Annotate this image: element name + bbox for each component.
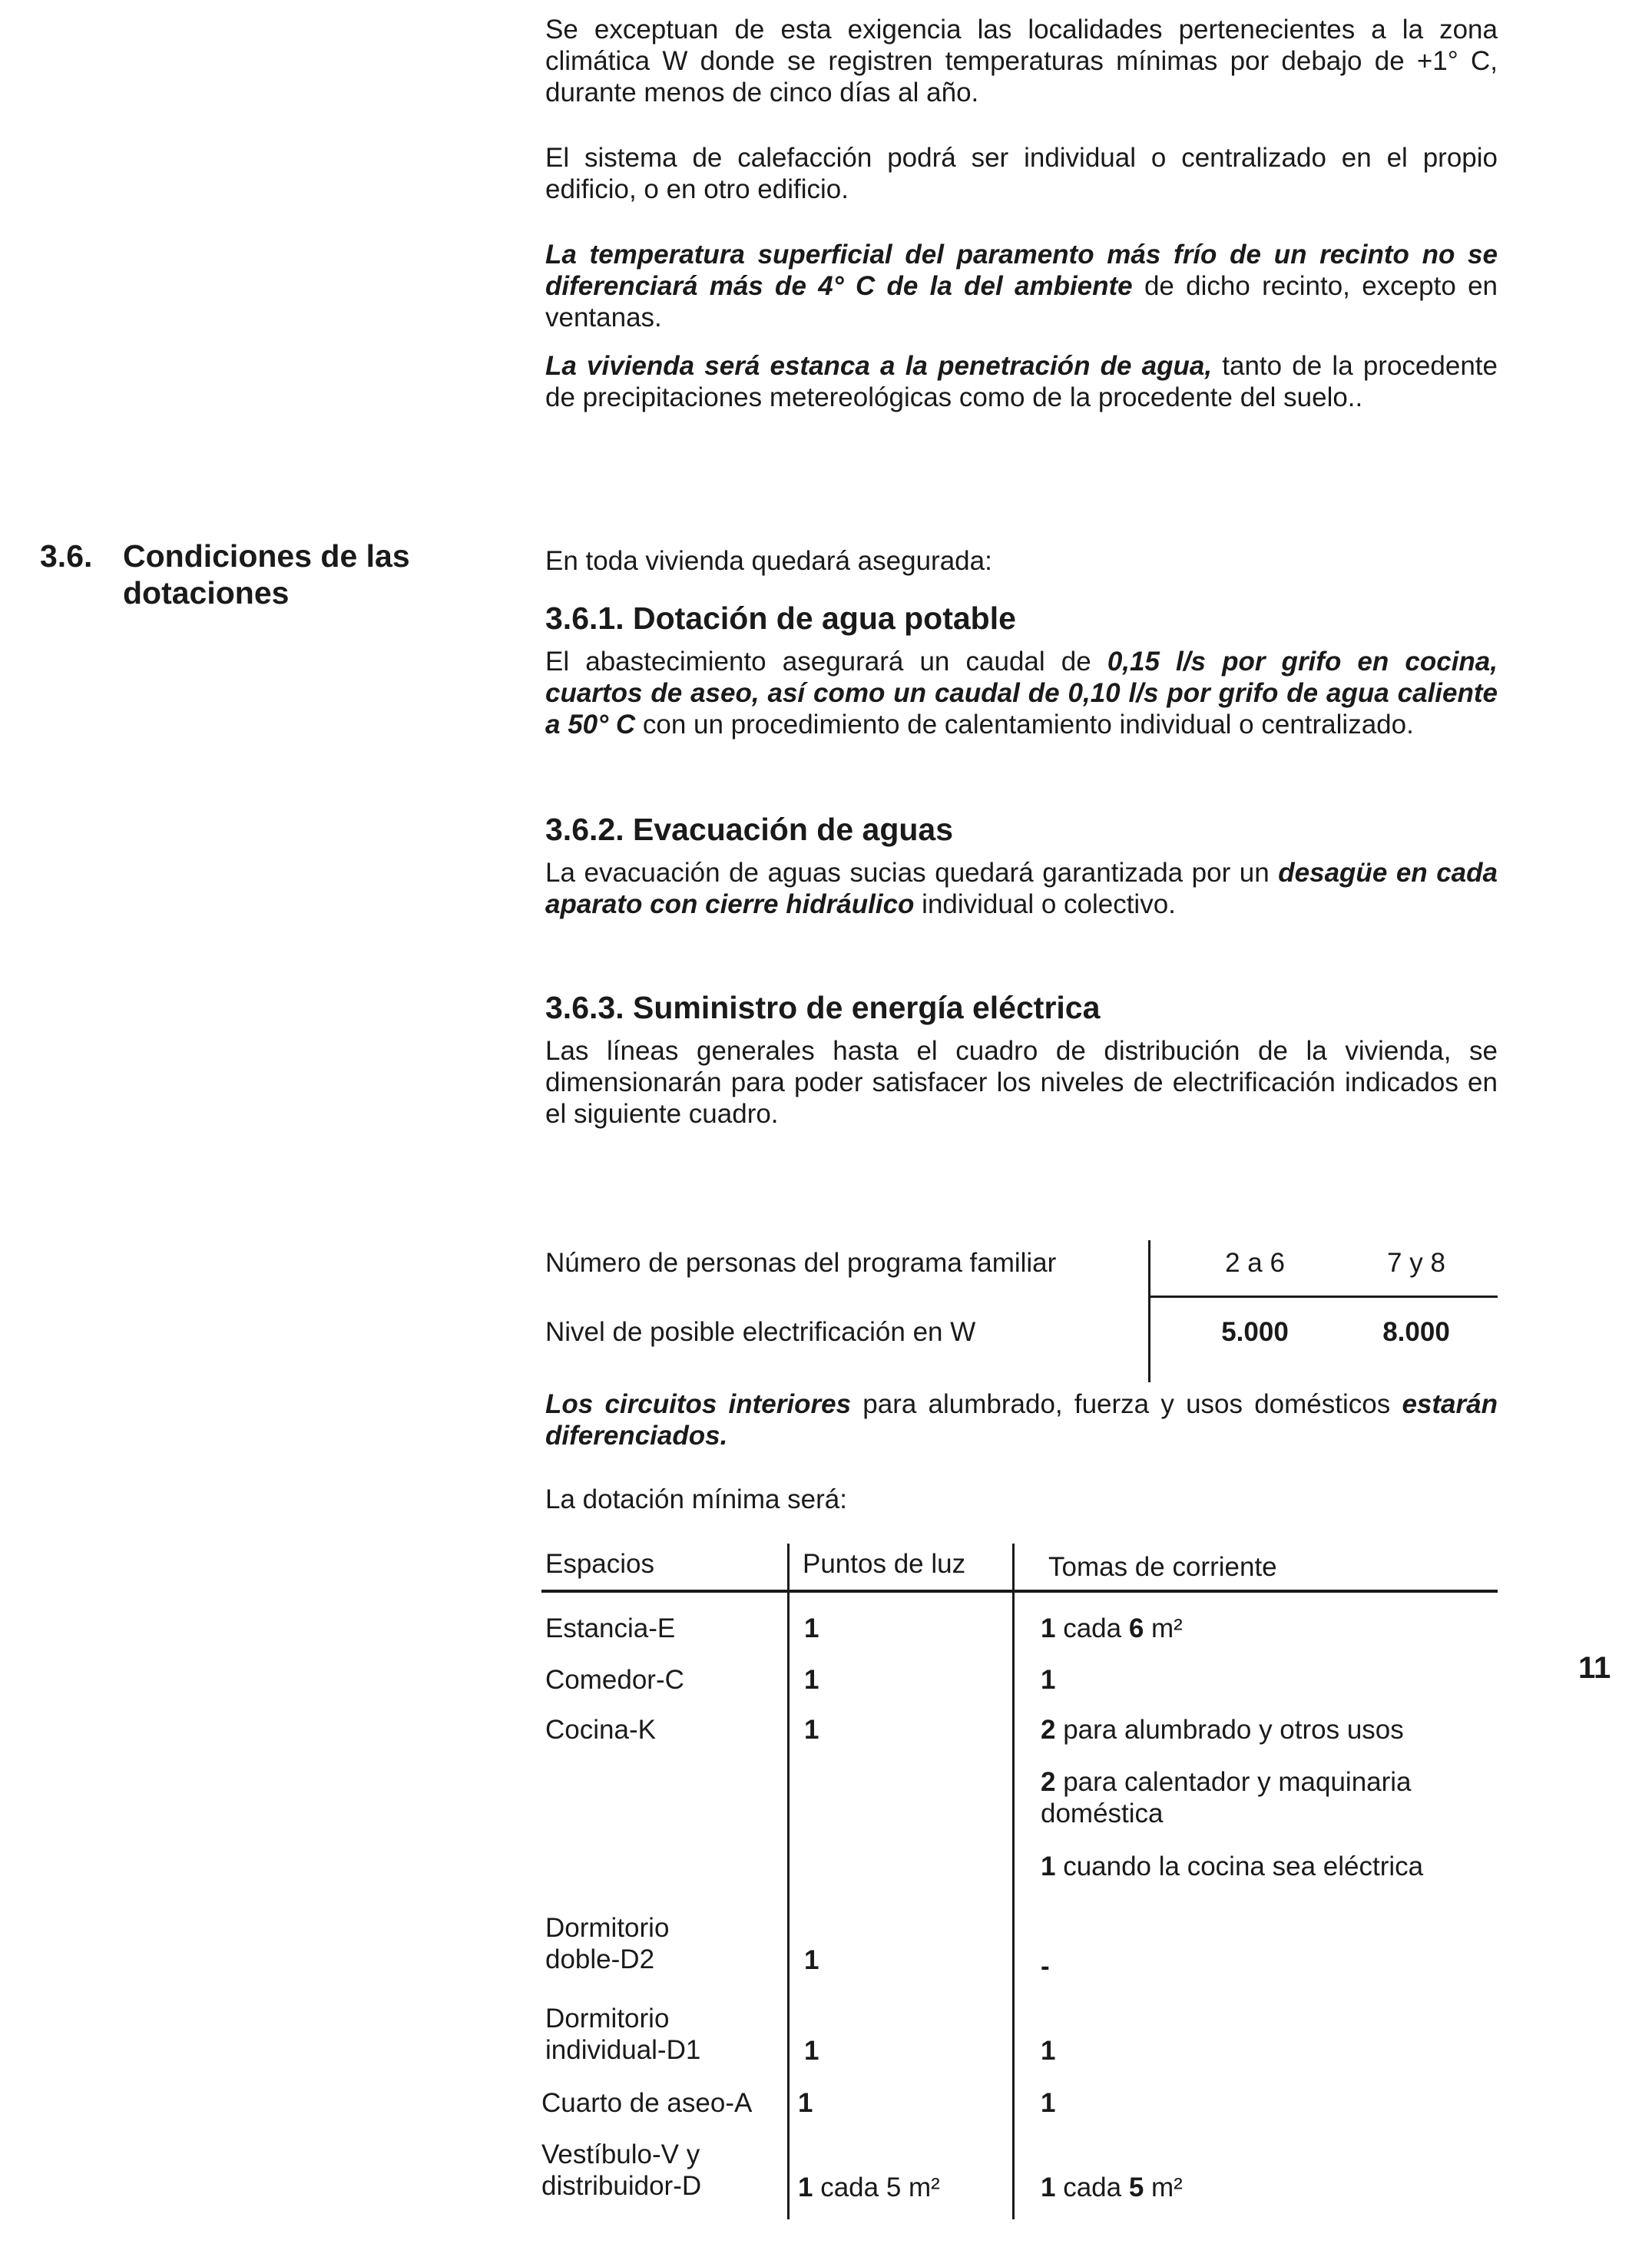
table-cell: 8.000 xyxy=(1382,1317,1450,1347)
table-header: Tomas de corriente xyxy=(1048,1552,1277,1582)
intro-paragraph-4-emphasis: La vivienda será estanca a la penetración de agua, xyxy=(545,351,1213,381)
outlet-text: cada xyxy=(1055,2173,1129,2202)
space-name-line: distribuidor-D xyxy=(541,2171,702,2201)
outlet-unit: m² xyxy=(1144,1613,1183,1643)
drainage-text: La evacuación de aguas sucias quedará garantizada por un xyxy=(545,858,1279,888)
table-cell-space xyxy=(545,2003,700,2066)
table-cell-outlets: 1 xyxy=(1041,1665,1056,1695)
outlet-text: para alumbrado y otros usos xyxy=(1055,1715,1404,1745)
table-cell-outlets: 1 xyxy=(1041,2088,1056,2118)
intro-paragraph-3 xyxy=(545,239,1498,333)
subsection-number: 3.6.3. xyxy=(545,990,624,1025)
section-title: Condiciones de las dotaciones xyxy=(123,538,410,611)
subsection-number: 3.6.2. xyxy=(545,812,624,847)
table-cell-outlets xyxy=(1041,1613,1183,1644)
subsection-title: Suministro de energía eléctrica xyxy=(633,990,1101,1025)
subsection-heading-3-6-1 xyxy=(545,600,1498,637)
electrification-table xyxy=(545,1233,1498,1371)
subsection-heading-3-6-2 xyxy=(545,811,1498,848)
table-cell: 2 a 6 xyxy=(1225,1248,1285,1278)
water-supply-emphasis: 0,15 l/s por grifo en cocina, cuartos de aseo, así como un caudal de 0,10 l/s por grifo de agua caliente a 50° C xyxy=(545,647,1498,740)
electricity-paragraph: Las líneas generales hasta el cuadro de distribución de la vivienda, se dimensionarán para poder satisfacer los niveles de electrificación indicados en el siguiente cuadro. xyxy=(545,1036,1498,1129)
water-supply-paragraph xyxy=(545,646,1498,740)
table-cell-outlets xyxy=(1041,1766,1471,1829)
drainage-text-end: individual o colectivo. xyxy=(914,889,1176,919)
intro-paragraph-4-rest: tanto de la procedente de precipitaciones metereológicas como de la procedente del suelo.. xyxy=(545,351,1498,412)
section-body xyxy=(545,545,1498,1130)
light-text: cada 5 m² xyxy=(813,2173,940,2202)
table-cell-outlets xyxy=(1041,1714,1404,1746)
outlet-count: 1 xyxy=(1041,1613,1056,1643)
table-cell: Número de personas del programa familiar xyxy=(545,1248,1057,1278)
table-cell-outlets: - xyxy=(1041,1951,1050,1981)
table-cell-space: Estancia-E xyxy=(545,1613,676,1643)
table-cell-lights: 1 xyxy=(798,2088,813,2118)
table-row xyxy=(545,1302,1498,1371)
outlet-text: cuando la cocina sea eléctrica xyxy=(1055,1852,1424,1881)
outlet-count: 1 xyxy=(1041,2173,1056,2202)
table-divider-horizontal xyxy=(541,1590,1498,1593)
table-cell-lights: 1 xyxy=(804,1665,819,1695)
table-header: Puntos de luz xyxy=(803,1549,966,1579)
water-supply-text-end: con un procedimiento de calentamiento individual o centralizado. xyxy=(635,710,1414,740)
outlet-count: 2 xyxy=(1041,1715,1056,1745)
circuits-emphasis: Los circuitos interiores xyxy=(545,1389,852,1419)
table-cell-lights: 1 xyxy=(804,1613,819,1643)
page-number: 11 xyxy=(1578,1651,1611,1685)
intro-paragraph-1: Se exceptuan de esta exigencia las localidades pertenecientes a la zona climática W donde se registren temperaturas mínimas por debajo de +1° C, durante menos de cinco días al año. xyxy=(545,15,1498,108)
space-name-line: Dormitorio xyxy=(545,2004,670,2034)
drainage-paragraph xyxy=(545,857,1498,920)
subsection-title: Dotación de agua potable xyxy=(633,601,1016,636)
circuits-emphasis-2: estarán diferenciados. xyxy=(545,1389,1498,1451)
circuits-block xyxy=(545,1388,1498,1515)
table-cell-outlets xyxy=(1041,2172,1183,2203)
space-name-line: individual-D1 xyxy=(545,2035,701,2065)
table-cell: 7 y 8 xyxy=(1387,1248,1445,1278)
intro-block xyxy=(545,14,1498,413)
outlet-area: 5 xyxy=(1128,2173,1144,2202)
table-cell-lights: 1 xyxy=(804,1715,819,1745)
table-cell-space: Cuarto de aseo-A xyxy=(541,2088,753,2118)
outlet-count: 2 xyxy=(1041,1767,1056,1797)
table-cell: 5.000 xyxy=(1221,1317,1289,1347)
space-name-line: Vestíbulo-V y xyxy=(541,2139,700,2169)
subsection-title: Evacuación de aguas xyxy=(633,812,954,847)
table-cell-lights xyxy=(798,2172,940,2203)
intro-paragraph-4 xyxy=(545,350,1498,413)
table-divider-vertical xyxy=(1012,1544,1015,2219)
table-cell-outlets xyxy=(1041,1851,1423,1882)
table-header: Espacios xyxy=(545,1549,655,1579)
table-cell-outlets: 1 xyxy=(1041,2036,1056,2066)
space-name-line: Dormitorio xyxy=(545,1913,670,1943)
drainage-emphasis: desagüe en cada aparato con cierre hidráulico xyxy=(545,858,1498,919)
intro-paragraph-3-rest: de dicho recinto, excepto en ventanas. xyxy=(545,271,1498,333)
light-count: 1 xyxy=(798,2173,813,2202)
minimum-provision-lead: La dotación mínima será: xyxy=(545,1484,847,1514)
intro-paragraph-2: El sistema de calefacción podrá ser individual o centralizado en el propio edificio, o en otro edificio. xyxy=(545,143,1498,204)
subsection-heading-3-6-3 xyxy=(545,989,1498,1026)
section-lead: En toda vivienda quedará asegurada: xyxy=(545,546,992,576)
outlet-count: 1 xyxy=(1041,1852,1056,1881)
water-supply-text: El abastecimiento asegurará un caudal de xyxy=(545,647,1107,677)
table-cell-lights: 1 xyxy=(804,1945,819,1975)
outlet-text: para calentador y maquinaria doméstica xyxy=(1041,1767,1412,1828)
circuits-text: para alumbrado, fuerza y usos domésticos xyxy=(851,1389,1402,1419)
circuits-paragraph xyxy=(545,1388,1498,1451)
section-number: 3.6. xyxy=(40,538,93,574)
table-divider-vertical xyxy=(787,1544,790,2219)
table-cell: Nivel de posible electrificación en W xyxy=(545,1317,976,1347)
outlet-unit: m² xyxy=(1144,2173,1183,2202)
subsection-number: 3.6.1. xyxy=(545,601,624,636)
table-cell-lights: 1 xyxy=(804,2036,819,2066)
table-cell-space: Cocina-K xyxy=(545,1715,656,1745)
space-name-line: doble-D2 xyxy=(545,1944,655,1974)
table-cell-space xyxy=(545,1912,669,1975)
outlet-area: 6 xyxy=(1128,1613,1144,1643)
table-cell-space xyxy=(541,2139,701,2202)
outlet-text: cada xyxy=(1055,1613,1129,1643)
table-row xyxy=(545,1233,1498,1302)
intro-paragraph-3-emphasis: La temperatura superficial del paramento más frío de un recinto no se diferenciará más de 4° C de la del ambiente xyxy=(545,240,1498,301)
table-cell-space: Comedor-C xyxy=(545,1665,684,1695)
